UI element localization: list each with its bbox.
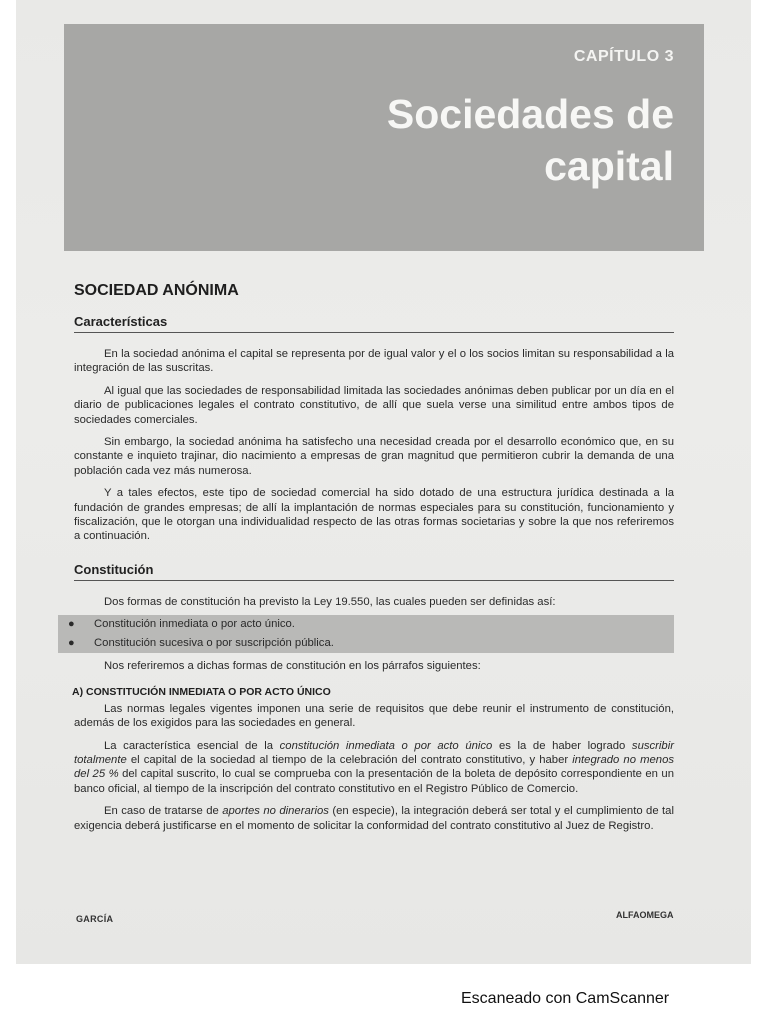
list-item	[58, 634, 674, 653]
subsection-heading-a: A) CONSTITUCIÓN INMEDIATA O POR ACTO ÚNICO	[72, 685, 331, 698]
footer-publisher: ALFAOMEGA	[616, 910, 674, 920]
text-run: (en especie), la integración deberá ser total y el cumplimiento de tal exigencia deberá justificarse en el momento de solicitar la conformidad del contrato constitutivo al Juez de Registro.	[74, 805, 674, 832]
paragraph: Nos referiremos a dichas formas de constitución en los párrafos siguientes:	[104, 660, 481, 673]
chapter-header-band	[64, 24, 704, 251]
paragraph: Sin embargo, la sociedad anónima ha satisfecho una necesidad creada por el desarrollo económico que, en su constante e inquieto trajinar, dio nacimiento a empresas de gran magnitud que permitieron cubrir la demanda de una población cada vez más numerosa.	[74, 436, 674, 477]
bullet-icon: ●	[68, 618, 75, 631]
paragraph: Al igual que las sociedades de responsabilidad limitada las sociedades anónimas deben publicar por un día en el diario de publicaciones legales el contrato constitutivo, de allí que suela verse una similitud entre ambos tipos de sociedades comerciales.	[74, 384, 674, 426]
list-item	[58, 615, 674, 634]
list-item-text: Constitución sucesiva o por suscripción pública.	[94, 637, 334, 650]
page-body	[68, 282, 675, 841]
section-title: SOCIEDAD ANÓNIMA	[74, 282, 239, 299]
text-run: es la de haber logrado	[492, 739, 632, 752]
paragraph: En la sociedad anónima el capital se representa por de igual valor y el o los socios limitan su responsabilidad a la integración de las suscritas.	[74, 348, 674, 375]
text-run: En caso de tratarse de	[104, 805, 223, 818]
bullet-list	[58, 615, 674, 653]
paragraph	[74, 804, 674, 833]
footer-author: GARCÍA	[76, 914, 114, 924]
emphasis: aportes no dinerarios	[222, 805, 329, 818]
bullet-icon: ●	[68, 637, 75, 650]
text-run: del capital suscrito, lo cual se comprueba con la presentación de la boleta de depósito correspondiente en un banco oficial, al tiempo de la inscripción del contrato constitutivo en el Registro Público de Comercio.	[74, 768, 674, 795]
list-item-text: Constitución inmediata o por acto único.	[94, 618, 295, 631]
scanned-page	[16, 0, 751, 964]
paragraph: Las normas legales vigentes imponen una serie de requisitos que debe reunir el instrumento de constitución, además de los exigidos para las sociedades en general.	[74, 702, 674, 730]
emphasis: constitución inmediata o por acto único	[279, 739, 493, 752]
paragraph	[74, 739, 674, 797]
paragraph: Y a tales efectos, este tipo de sociedad comercial ha sido dotado de una estructura jurídica destinada a la fundación de grandes empresas; de allí la implantación de normas especiales para su constitución, funcionamiento y fiscalización, que le otorgan una individualidad respecto de las otras formas societarias y sobre la que nos referiremos a continuación.	[74, 487, 674, 543]
paragraph: Dos formas de constitución ha previsto la Ley 19.550, las cuales pueden ser definidas así:	[104, 595, 556, 608]
text-run: el capital de la sociedad al tiempo de la celebración del contrato constitutivo, y haber	[126, 753, 573, 766]
chapter-title: Sociedades de capital	[386, 91, 674, 189]
subheading-caracteristicas: Características	[74, 314, 674, 333]
emphasis: integrado no menos del 25 %	[74, 753, 675, 781]
chapter-label: CAPÍTULO 3	[573, 48, 674, 65]
text-run: La característica esencial de la	[104, 739, 280, 752]
scanner-watermark: Escaneado con CamScanner	[461, 990, 670, 1007]
emphasis: suscribir totalmente	[74, 739, 674, 766]
subheading-constitucion: Constitución	[74, 562, 674, 581]
